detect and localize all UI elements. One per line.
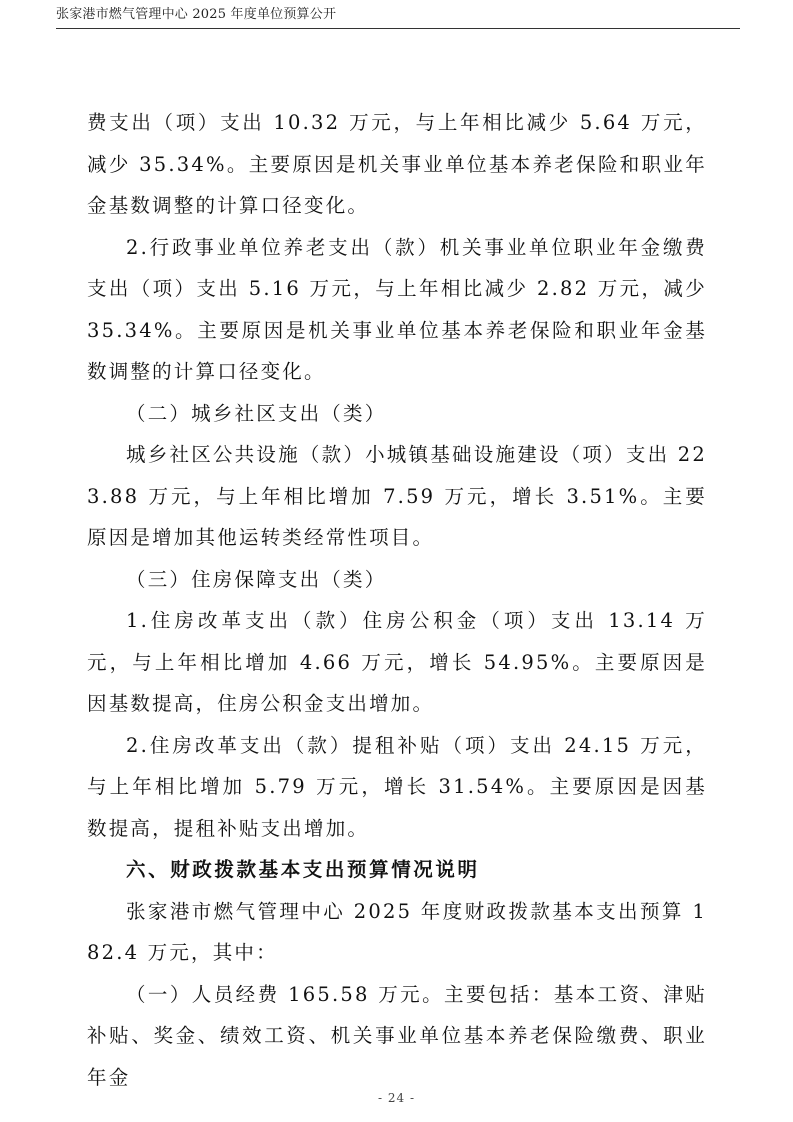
page-number: - 24 - bbox=[377, 1091, 415, 1105]
paragraph-personnel-expenses: （一）人员经费 165.58 万元。主要包括：基本工资、津贴补贴、奖金、绩效工资、机关事业单位基本养老保险缴费、职业年金 bbox=[87, 982, 707, 1089]
section-heading-urban-rural: （二）城乡社区支出（类） bbox=[126, 401, 387, 425]
paragraph-pension-annuity: 2.行政事业单位养老支出（款）机关事业单位职业年金缴费支出（项）支出 5.16 万元，与上年相比减少 2.82 万元，减少 35.34%。主要原因是机关事业单位基本养老保险和职业年金基数调整的计算口径变化。 bbox=[87, 235, 707, 383]
section-heading-basic-expenditure: 六、财政拨款基本支出预算情况说明 bbox=[126, 858, 480, 881]
header-divider bbox=[56, 28, 740, 29]
page-header: 张家港市燃气管理中心 2025 年度单位预算公开 bbox=[56, 7, 337, 22]
paragraph-urban-rural: 城乡社区公共设施（款）小城镇基础设施建设（项）支出 223.88 万元，与上年相比增加 7.59 万元，增长 3.51%。主要原因是增加其他运转类经常性项目。 bbox=[87, 443, 707, 549]
paragraph-basic-expenditure: 张家港市燃气管理中心 2025 年度财政拨款基本支出预算 182.4 万元，其中： bbox=[87, 899, 707, 964]
paragraph-housing-fund: 1.住房改革支出（款）住房公积金（项）支出 13.14 万元，与上年相比增加 4.66 万元，增长 54.95%。主要原因是因基数提高，住房公积金支出增加。 bbox=[87, 609, 707, 715]
paragraph-continuation: 费支出（项）支出 10.32 万元，与上年相比减少 5.64 万元，减少 35.34%。主要原因是机关事业单位基本养老保险和职业年金基数调整的计算口径变化。 bbox=[87, 111, 707, 217]
document-body bbox=[87, 102, 707, 1098]
section-heading-housing: （三）住房保障支出（类） bbox=[126, 567, 387, 591]
paragraph-rent-subsidy: 2.住房改革支出（款）提租补贴（项）支出 24.15 万元，与上年相比增加 5.79 万元，增长 31.54%。主要原因是因基数提高，提租补贴支出增加。 bbox=[87, 733, 707, 840]
